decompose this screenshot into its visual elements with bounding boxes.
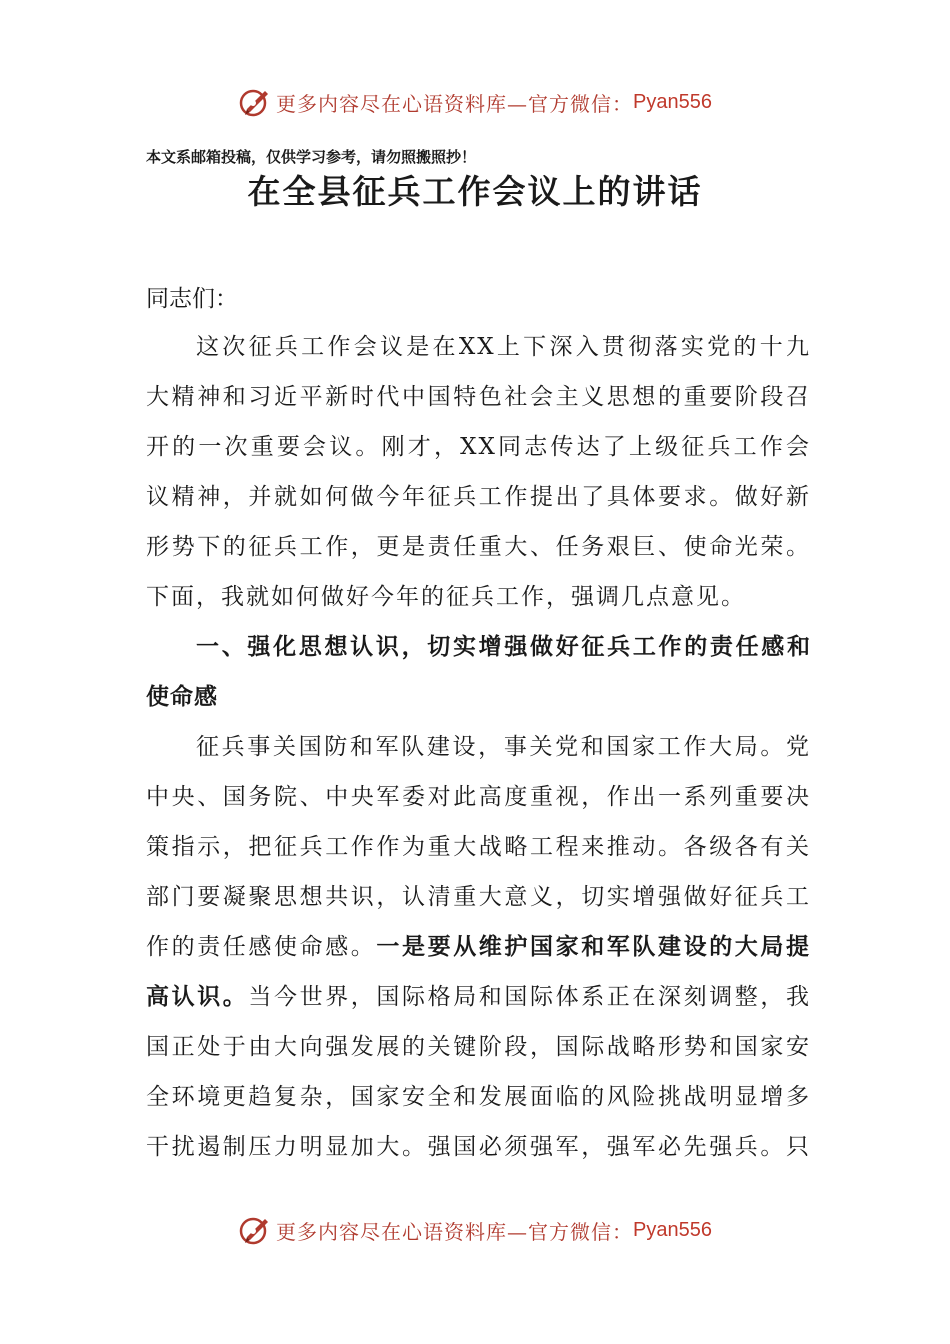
paragraph-line: 全环境更趋复杂，国家安全和发展面临的风险挑战明显增多 bbox=[146, 1084, 811, 1110]
paragraph-line: 中央、国务院、中央军委对此高度重视，作出一系列重要决 bbox=[146, 784, 811, 810]
paragraph-line: 议精神，并就如何做今年征兵工作提出了具体要求。做好新 bbox=[146, 484, 811, 510]
emphasis-text: 高认识。 bbox=[146, 983, 249, 1010]
section-heading-1 bbox=[146, 622, 811, 722]
paragraph-line: 这次征兵工作会议是在XX上下深入贯彻落实党的十九 bbox=[196, 334, 811, 360]
emphasis-text: 一是要从维护国家和军队建设的大局提 bbox=[376, 933, 812, 960]
submission-notice: 本文系邮箱投稿，仅供学习参考，请勿照搬照抄！ bbox=[146, 148, 477, 166]
paragraph-section-1 bbox=[146, 722, 811, 1172]
banner-wechat-id: Pyan556 bbox=[633, 90, 712, 113]
document-body bbox=[146, 322, 811, 1172]
pen-logo-icon bbox=[238, 85, 272, 119]
plain-text: 当今世界，国际格局和国际体系正在深刻调整，我 bbox=[248, 984, 812, 1010]
paragraph-line: 部门要凝聚思想共识，认清重大意义，切实增强做好征兵工 bbox=[146, 884, 811, 910]
document-title: 在全县征兵工作会议上的讲话 bbox=[247, 172, 703, 211]
paragraph-line: 形势下的征兵工作，更是责任重大、任务艰巨、使命光荣。 bbox=[146, 534, 811, 560]
paragraph-line: 大精神和习近平新时代中国特色社会主义思想的重要阶段召 bbox=[146, 384, 811, 410]
paragraph-line: 策指示，把征兵工作作为重大战略工程来推动。各级各有关 bbox=[146, 834, 811, 860]
banner-wechat-id: Pyan556 bbox=[633, 1218, 712, 1241]
paragraph-line: 开的一次重要会议。刚才，XX同志传达了上级征兵工作会 bbox=[146, 434, 811, 460]
paragraph-line: 干扰遏制压力明显加大。强国必须强军，强军必先强兵。只 bbox=[146, 1134, 811, 1160]
footer-banner bbox=[0, 1210, 950, 1250]
paragraph-intro bbox=[146, 322, 811, 622]
paragraph-line-mixed bbox=[146, 972, 811, 1022]
paragraph-line-mixed bbox=[146, 922, 811, 972]
header-banner bbox=[0, 82, 950, 122]
heading-line: 使命感 bbox=[146, 684, 218, 710]
heading-line: 一、强化思想认识，切实增强做好征兵工作的责任感和 bbox=[196, 634, 811, 660]
paragraph-line: 国正处于由大向强发展的关键阶段，国际战略形势和国家安 bbox=[146, 1034, 811, 1060]
banner-text: 更多内容尽在心语资料库—官方微信： bbox=[276, 1219, 634, 1244]
banner-text: 更多内容尽在心语资料库—官方微信： bbox=[276, 91, 634, 116]
plain-text: 作的责任感使命感。 bbox=[146, 934, 377, 960]
salutation: 同志们： bbox=[146, 286, 238, 312]
pen-logo-icon bbox=[238, 1213, 272, 1247]
paragraph-line: 下面，我就如何做好今年的征兵工作，强调几点意见。 bbox=[146, 584, 746, 610]
paragraph-line: 征兵事关国防和军队建设，事关党和国家工作大局。党 bbox=[196, 734, 811, 760]
